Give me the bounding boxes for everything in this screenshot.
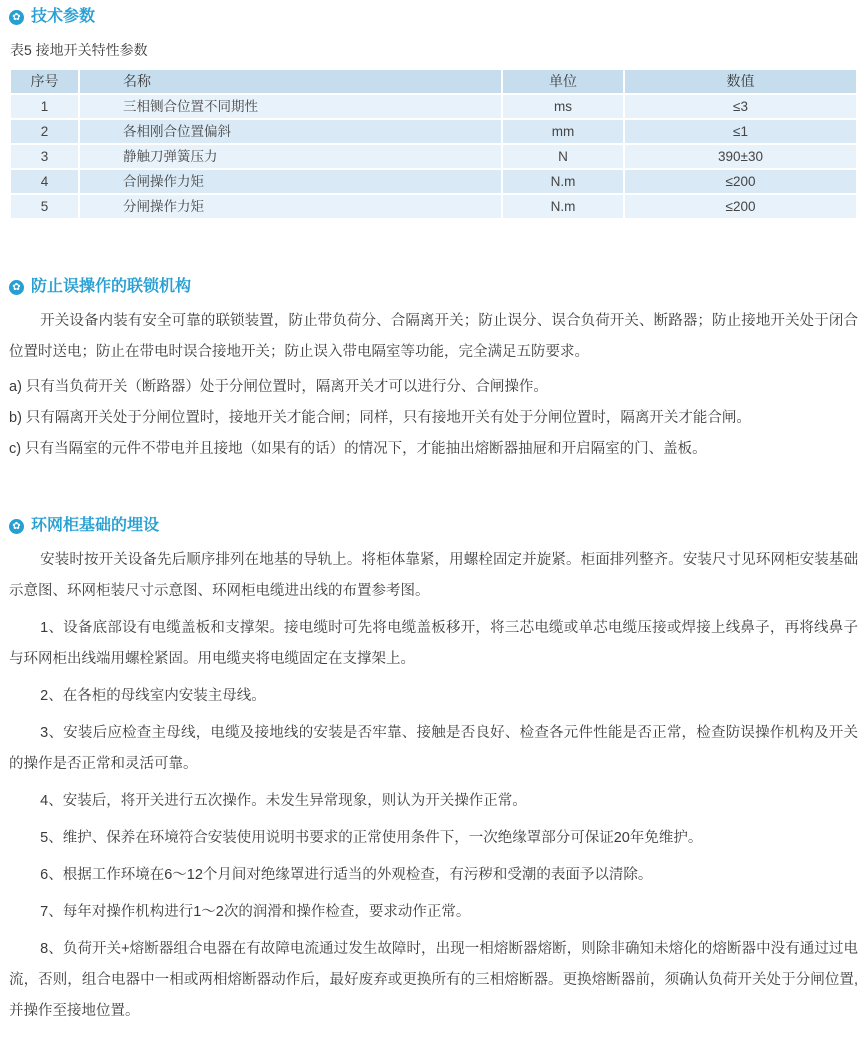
table-cell-value: ≤200 bbox=[625, 195, 856, 218]
section-foundation bbox=[9, 515, 858, 1027]
section-heading-tech bbox=[9, 6, 858, 28]
foundation-step-6: 6、根据工作环境在6～12个月间对绝缘罩进行适当的外观检查，有污秽和受潮的表面予以清除。 bbox=[40, 867, 653, 883]
interlock-rule-a: a) 只有当负荷开关（断路器）处于分闸位置时，隔离开关才可以进行分、合闸操作。 bbox=[9, 379, 548, 395]
flower-bullet-icon: ✿ bbox=[9, 519, 24, 534]
foundation-step-8: 8、负荷开关+熔断器组合电器在有故障电流通过发生故障时，出现一相熔断器熔断，则除非确知未熔化的熔断器中没有通过过电流，否则，组合电器中一相或两相熔断器动作后，最好废弃或更换所有的三相熔断器。更换熔断器前，须确认负荷开关处于分闸位置,并操作至接地位置。 bbox=[9, 941, 858, 1019]
interlock-intro-paragraph: 开关设备内装有安全可靠的联锁装置，防止带负荷分、合隔离开关；防止误分、误合负荷开关、断路器；防止接地开关处于闭合位置时送电；防止在带电时误合接地开关；防止误入带电隔室等功能，完全满足五防要求。 bbox=[9, 313, 858, 360]
table-cell-value: ≤1 bbox=[625, 120, 856, 143]
column-header-value: 数值 bbox=[625, 70, 856, 93]
section-heading-foundation bbox=[9, 515, 858, 537]
interlock-rule-list bbox=[9, 372, 858, 465]
foundation-intro-paragraph: 安装时按开关设备先后顺序排列在地基的导轨上。将柜体靠紧，用螺栓固定并旋紧。柜面排列整齐。安装尺寸见环网柜安装基础示意图、环网柜装尺寸示意图、环网柜电缆进出线的布置参考图。 bbox=[9, 552, 858, 599]
table-cell-name: 分闸操作力矩 bbox=[80, 195, 501, 218]
column-header-unit: 单位 bbox=[503, 70, 623, 93]
table-cell-seq: 1 bbox=[11, 95, 78, 118]
table-cell-unit: ms bbox=[503, 95, 623, 118]
earthing-switch-params-table bbox=[9, 68, 858, 220]
flower-bullet-icon: ✿ bbox=[9, 280, 24, 295]
table-cell-unit: mm bbox=[503, 120, 623, 143]
table-cell-name: 各相刚合位置偏斜 bbox=[80, 120, 501, 143]
table-cell-seq: 5 bbox=[11, 195, 78, 218]
section-title: 环网柜基础的埋设 bbox=[31, 517, 160, 534]
table-cell-unit: N.m bbox=[503, 195, 623, 218]
column-header-name: 名称 bbox=[80, 70, 501, 93]
table-row bbox=[11, 195, 856, 218]
section-interlock bbox=[9, 276, 858, 465]
table-header-row bbox=[11, 70, 856, 93]
foundation-step-1: 1、设备底部设有电缆盖板和支撑架。接电缆时可先将电缆盖板移开，将三芯电缆或单芯电缆压接或焊接上线鼻子，再将线鼻子与环网柜出线端用螺栓紧固。用电缆夹将电缆固定在支撑架上。 bbox=[9, 620, 858, 667]
table-cell-name: 合闸操作力矩 bbox=[80, 170, 501, 193]
table-row bbox=[11, 95, 856, 118]
section-title: 防止误操作的联锁机构 bbox=[31, 278, 192, 295]
section-tech-params bbox=[9, 6, 858, 220]
table-cell-value: 390±30 bbox=[625, 145, 856, 168]
table-cell-value: ≤200 bbox=[625, 170, 856, 193]
table-cell-seq: 4 bbox=[11, 170, 78, 193]
table-caption: 表5 接地开关特性参数 bbox=[10, 42, 148, 58]
table-row bbox=[11, 120, 856, 143]
flower-bullet-icon: ✿ bbox=[9, 10, 24, 25]
interlock-rule-b: b) 只有隔离开关处于分闸位置时，接地开关才能合闸；同样，只有接地开关有处于分闸位置时，隔离开关才能合闸。 bbox=[9, 410, 751, 426]
column-header-seq: 序号 bbox=[11, 70, 78, 93]
table-cell-name: 静触刀弹簧压力 bbox=[80, 145, 501, 168]
foundation-step-3: 3、安装后应检查主母线，电缆及接地线的安装是否牢靠、接触是否良好、检查各元件性能是否正常，检查防误操作机构及开关的操作是否正常和灵活可靠。 bbox=[9, 725, 858, 772]
foundation-step-list bbox=[9, 613, 858, 1027]
foundation-step-5: 5、维护、保养在环境符合安装使用说明书要求的正常使用条件下，一次绝缘罩部分可保证20年免维护。 bbox=[40, 830, 703, 846]
table-cell-name: 三相铡合位置不同期性 bbox=[80, 95, 501, 118]
table-cell-seq: 3 bbox=[11, 145, 78, 168]
table-row bbox=[11, 170, 856, 193]
interlock-rule-c: c) 只有当隔室的元件不带电并且接地（如果有的话）的情况下，才能抽出熔断器抽屉和开启隔室的门、盖板。 bbox=[9, 441, 707, 457]
table-row bbox=[11, 145, 856, 168]
table-cell-unit: N.m bbox=[503, 170, 623, 193]
section-heading-interlock bbox=[9, 276, 858, 298]
section-title: 技术参数 bbox=[31, 8, 96, 25]
table-cell-unit: N bbox=[503, 145, 623, 168]
foundation-step-2: 2、在各柜的母线室内安装主母线。 bbox=[40, 688, 266, 704]
table-cell-value: ≤3 bbox=[625, 95, 856, 118]
foundation-step-7: 7、每年对操作机构进行1～2次的润滑和操作检查，要求动作正常。 bbox=[40, 904, 471, 920]
foundation-step-4: 4、安装后，将开关进行五次操作。未发生异常现象，则认为开关操作正常。 bbox=[40, 793, 527, 809]
table-cell-seq: 2 bbox=[11, 120, 78, 143]
